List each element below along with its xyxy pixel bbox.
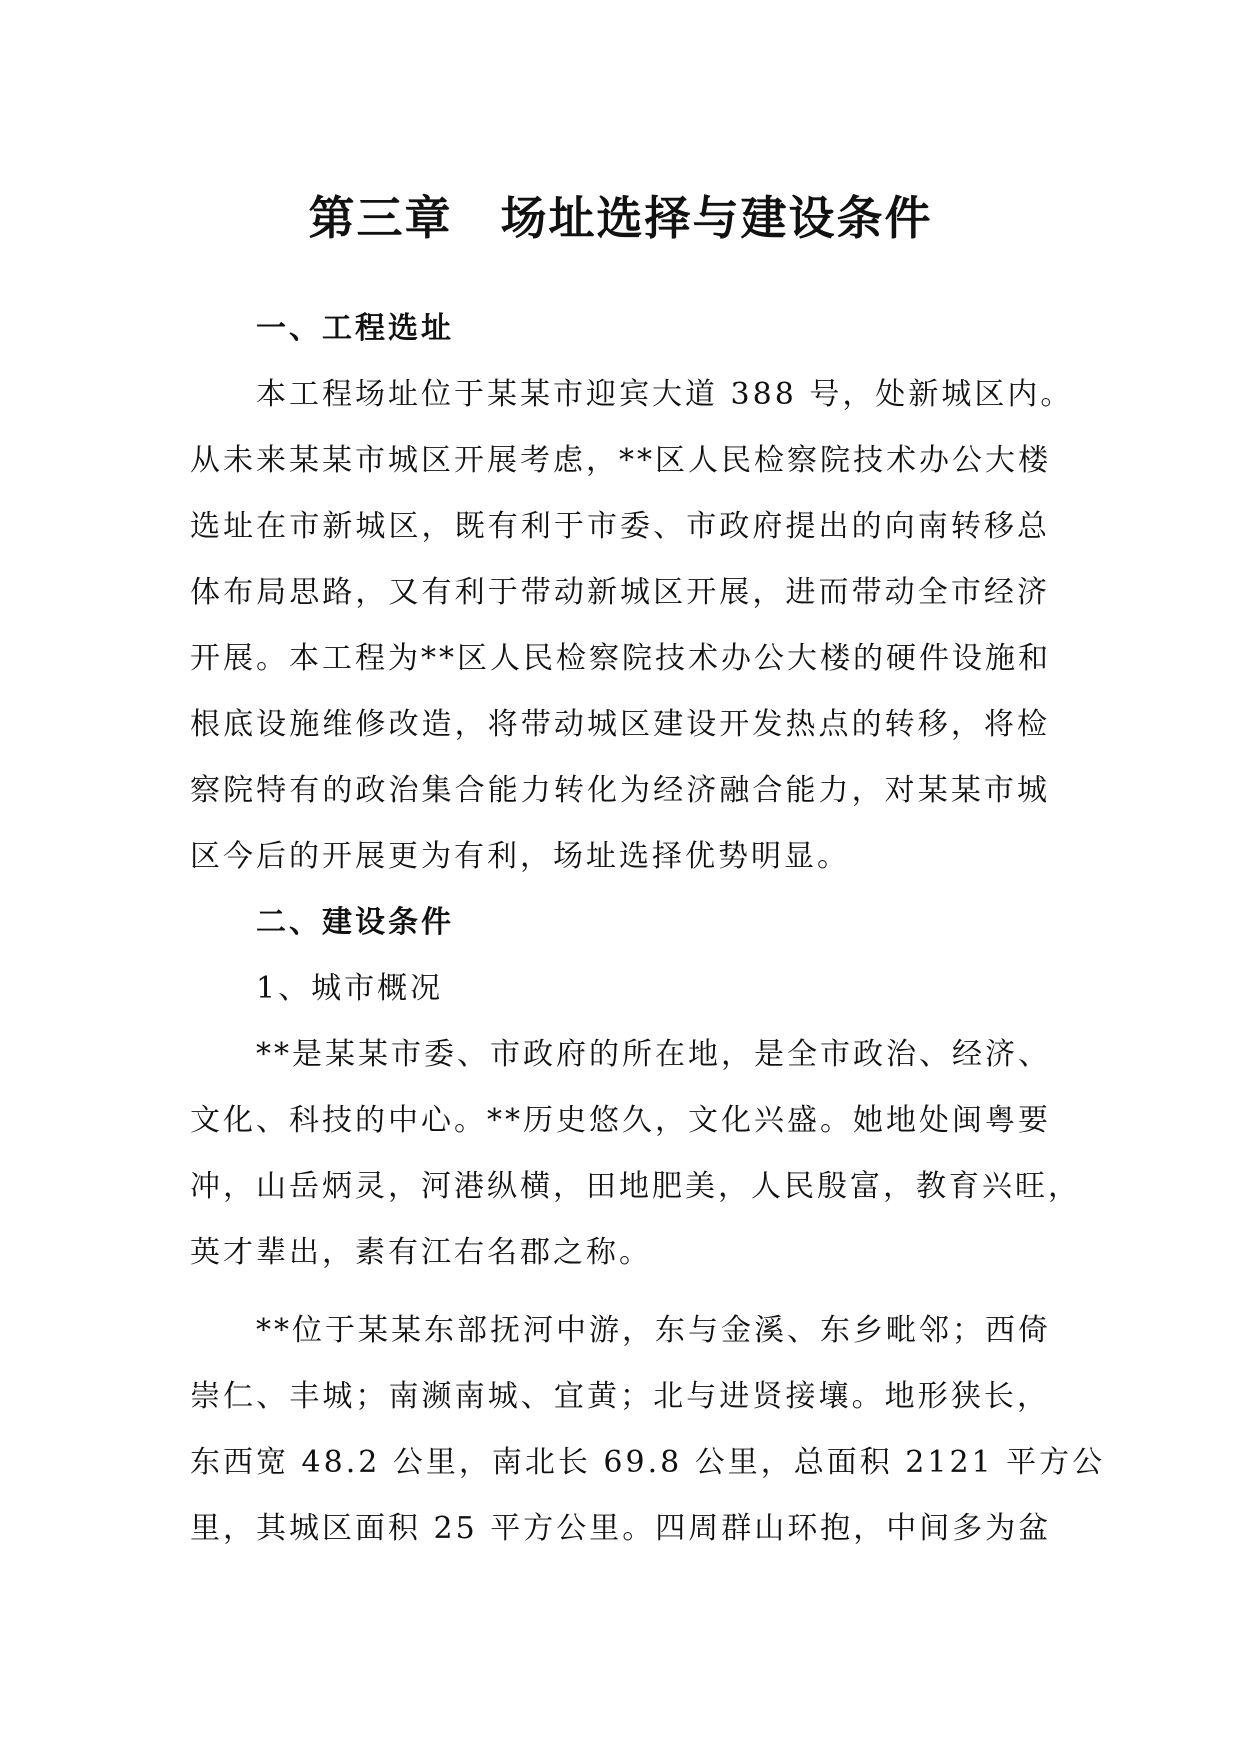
- subheading-city-overview: 1、城市概况: [256, 971, 444, 1006]
- text-line: 选址在市新城区，既有利于市委、市政府提出的向南转移总: [190, 509, 1050, 544]
- text-line: 区今后的开展更为有利，场址选择优势明显。: [190, 839, 850, 874]
- text-line: 文化、科技的中心。**历史悠久，文化兴盛。她地处闽粤要: [190, 1103, 1051, 1138]
- text-line: 英才辈出，素有江右名郡之称。: [190, 1235, 652, 1270]
- text-line: 崇仁、丰城；南濒南城、宜黄；北与进贤接壤。地形狭长，: [190, 1379, 1050, 1414]
- text-line: 从未来某某市城区开展考虑，**区人民检察院技术办公大楼: [190, 443, 1051, 478]
- text-line: 本工程场址位于某某市迎宾大道 388 号，处新城区内。: [256, 377, 1074, 412]
- document-body: [190, 296, 1106, 1562]
- text-line: **位于某某东部抚河中游，东与金溪、东乡毗邻；西倚: [256, 1313, 1051, 1348]
- section-heading-site-selection: 一、工程选址: [256, 311, 454, 346]
- text-line: **是某某市委、市政府的所在地，是全市政治、经济、: [256, 1037, 1051, 1072]
- text-line: 东西宽 48.2 公里，南北长 69.8 公里，总面积 2121 平方公: [190, 1445, 1106, 1480]
- text-line: 体布局思路，又有利于带动新城区开展，进而带动全市经济: [190, 575, 1050, 610]
- paragraph-geography: [190, 1298, 1106, 1562]
- chapter-title: 第三章 场址选择与建设条件: [308, 191, 933, 245]
- text-line: 里，其城区面积 25 平方公里。四周群山环抱，中间多为盆: [190, 1511, 1052, 1546]
- text-line: 开展。本工程为**区人民检察院技术办公大楼的硬件设施和: [190, 641, 1051, 676]
- text-line: 察院特有的政治集合能力转化为经济融合能力，对某某市城: [190, 773, 1050, 808]
- section-heading-construction-conditions: 二、建设条件: [256, 905, 454, 940]
- text-line: 冲，山岳炳灵，河港纵横，田地肥美，人民殷富，教育兴旺，: [190, 1169, 1081, 1204]
- text-line: 根底设施维修改造，将带动城区建设开发热点的转移，将检: [190, 707, 1050, 742]
- paragraph-site-selection: [190, 362, 1074, 890]
- paragraph-gap: [190, 1286, 1050, 1298]
- paragraph-city-overview: [190, 1022, 1081, 1286]
